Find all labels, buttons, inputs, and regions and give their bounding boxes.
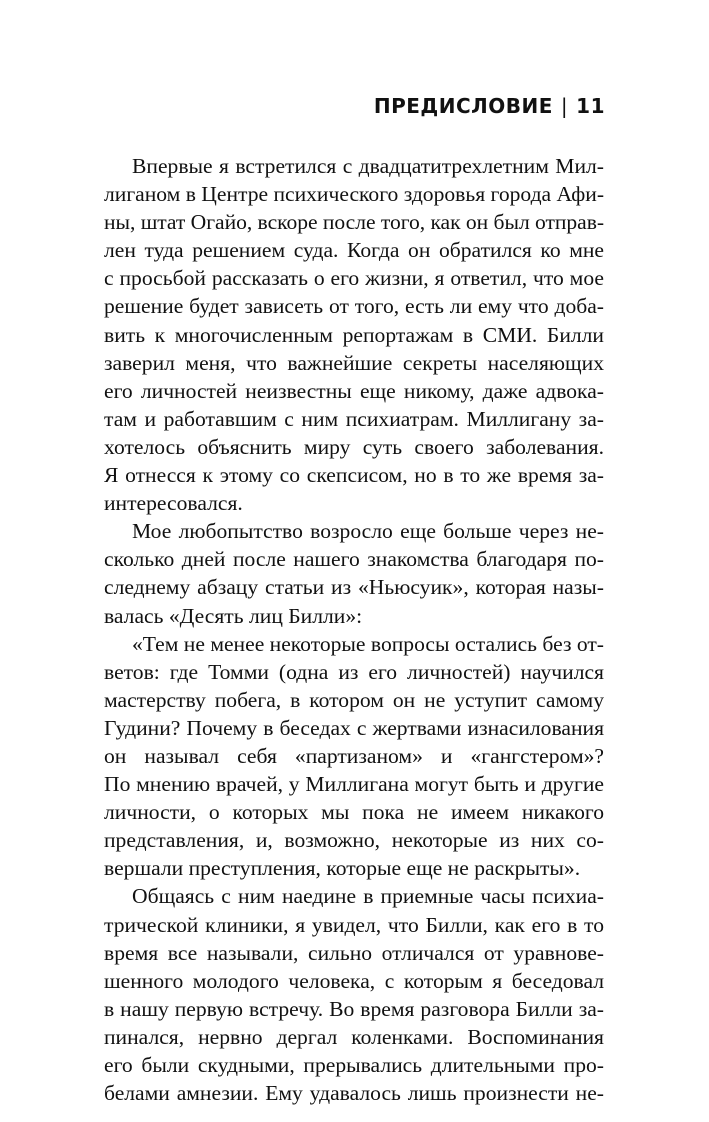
paragraph	[104, 882, 604, 1107]
body-text	[104, 152, 604, 1107]
text-line: заверил меня, что важнейшие секреты населяющих	[104, 350, 604, 375]
text-line: там и работавшим с ним психиатрам. Миллигану за-	[104, 406, 604, 431]
running-header	[374, 94, 605, 118]
text-line: вить к многочисленным репортажам в СМИ. Билли	[104, 322, 604, 347]
text-line: трической клиники, я увидел, что Билли, как его в то	[104, 912, 604, 937]
text-line: белами амнезии. Ему удавалось лишь произнести не-	[104, 1081, 604, 1106]
text-line: ны, штат Огайо, вскоре после того, как он был отправ-	[104, 210, 604, 235]
text-line: решение будет зависеть от того, есть ли ему что доба-	[104, 294, 604, 319]
text-line: Мое любопытство возросло еще больше через не-	[132, 519, 604, 544]
paragraph	[104, 517, 604, 629]
header-separator: |	[560, 94, 569, 118]
text-line: хотелось объяснить миру суть своего заболевания.	[104, 434, 604, 459]
text-line: лен туда решением суда. Когда он обратился ко мне	[104, 238, 604, 263]
text-line: шенного молодого человека, с которым я беседовал	[104, 968, 604, 993]
text-line: Впервые я встретился с двадцатитрехлетним Мил-	[132, 154, 604, 178]
text-line: Гудини? Почему в беседах с жертвами изнасилования	[104, 715, 604, 740]
text-line: сколько дней после нашего знакомства благодаря по-	[104, 547, 604, 572]
text-line: он называл себя «партизаном» и «гангстером»?	[104, 743, 604, 768]
text-line: представления, и, возможно, некоторые из них со-	[104, 828, 604, 853]
section-title: ПРЕДИСЛОВИЕ	[373, 94, 553, 118]
text-line: ветов: где Томми (одна из его личностей) научился	[104, 659, 604, 684]
paragraph	[104, 630, 604, 883]
text-line: в нашу первую встречу. Во время разговора Билли за-	[104, 996, 604, 1021]
text-line: валась «Десять лиц Билли»:	[104, 603, 363, 628]
text-line: личности, о которых мы пока не имеем никакого	[104, 800, 604, 825]
text-line: следнему абзацу статьи из «Ньюсуик», которая назы-	[104, 575, 604, 600]
page-number: 11	[576, 94, 605, 118]
text-line: пинался, нервно дергал коленками. Воспоминания	[104, 1024, 604, 1049]
text-line: Общаясь с ним наедине в приемные часы психиа-	[132, 884, 604, 909]
paragraph	[104, 152, 604, 517]
text-line: с просьбой рассказать о его жизни, я ответил, что мое	[104, 266, 604, 291]
text-line: Я отнесся к этому со скепсисом, но в то же время за-	[104, 463, 604, 488]
text-line: вершали преступления, которые еще не раскрыты».	[104, 856, 581, 881]
text-line: его личностей неизвестны еще никому, даже адвока-	[104, 378, 604, 403]
text-line: его были скудными, прерывались длительными про-	[104, 1053, 604, 1077]
text-line: интересовался.	[104, 491, 243, 516]
text-line: «Тем не менее некоторые вопросы остались без от-	[132, 631, 604, 656]
text-line: время все называли, сильно отличался от уравнове-	[104, 940, 604, 965]
text-line: мастерству побега, в котором он не уступит самому	[104, 687, 604, 712]
text-line: лиганом в Центре психического здоровья города Афи-	[104, 182, 604, 207]
text-line: По мнению врачей, у Миллигана могут быть и другие	[104, 772, 604, 797]
